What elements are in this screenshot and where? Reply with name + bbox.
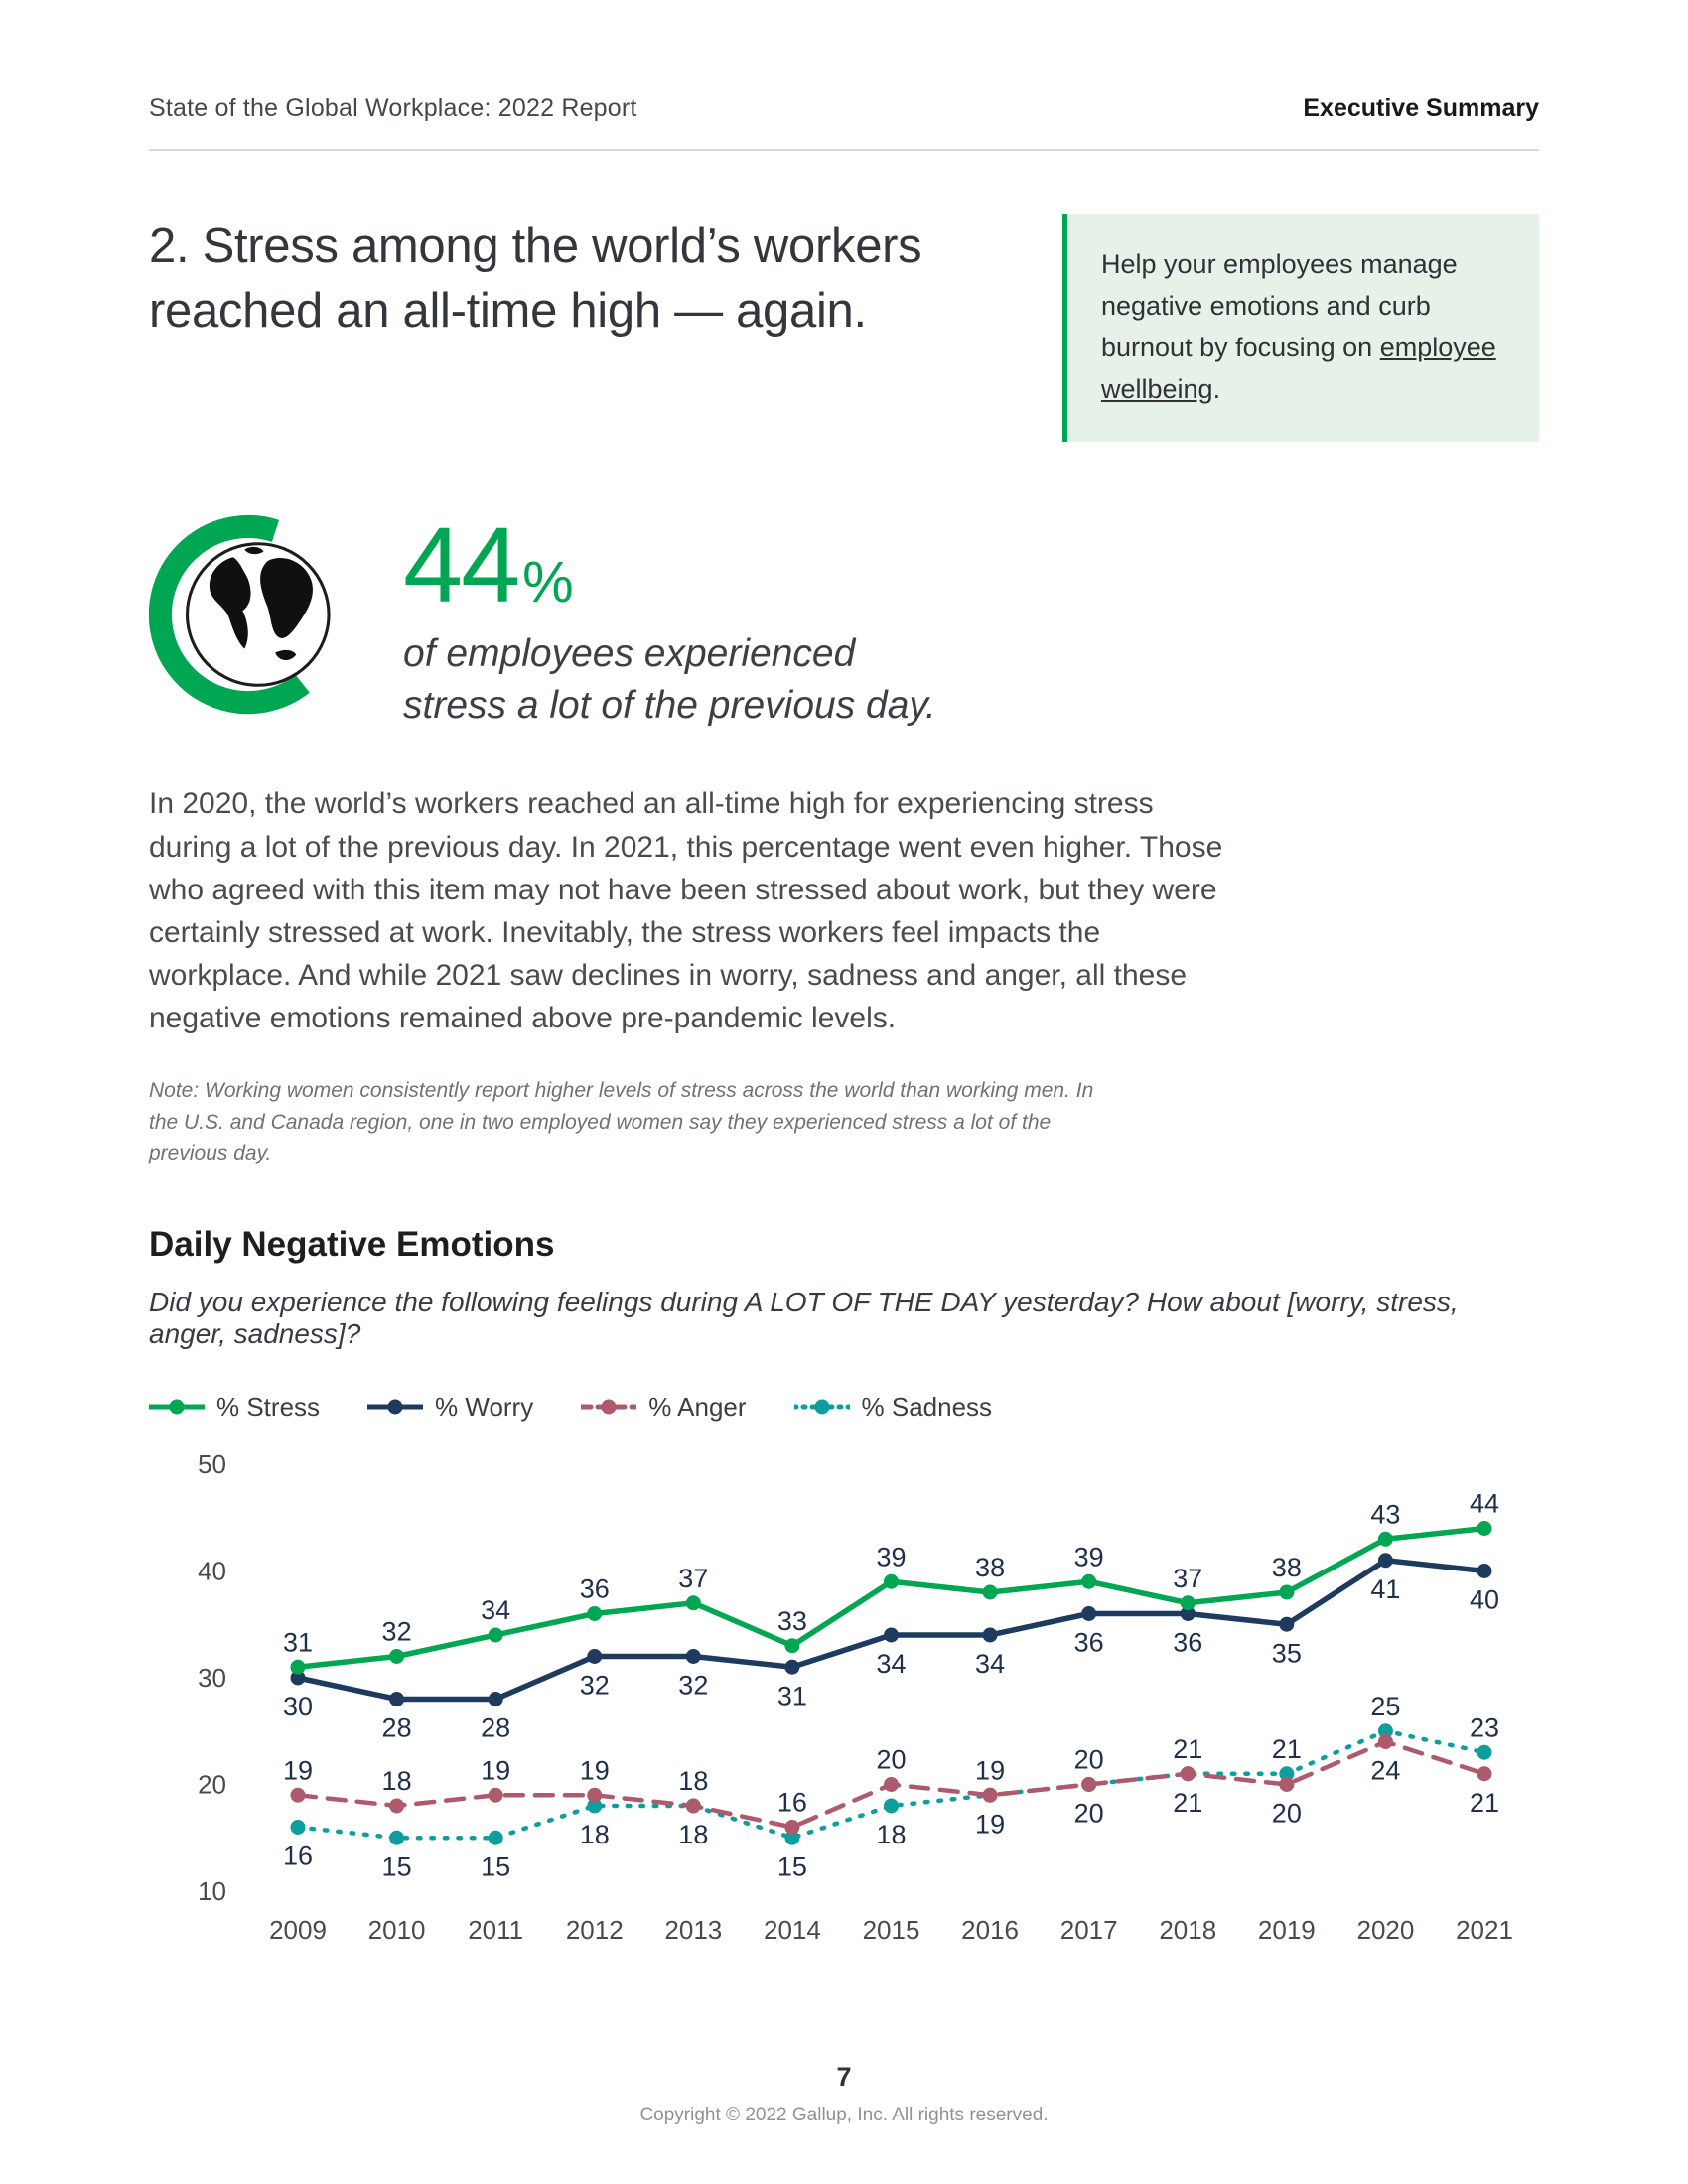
svg-text:21: 21	[1173, 1787, 1203, 1818]
stat-value: 44	[403, 504, 519, 625]
y-axis-ticks	[198, 1449, 226, 1906]
svg-text:20: 20	[1073, 1744, 1104, 1775]
svg-text:19: 19	[975, 1755, 1006, 1786]
stat-description: of employees experienced stress a lot of the previous day.	[403, 632, 936, 727]
svg-text:15: 15	[381, 1851, 412, 1882]
page-number: 7	[836, 2062, 852, 2092]
svg-text:38: 38	[975, 1552, 1006, 1582]
svg-text:20: 20	[1073, 1798, 1104, 1829]
svg-text:2016: 2016	[961, 1914, 1020, 1945]
svg-text:34: 34	[481, 1594, 511, 1625]
footnote: Note: Working women consistently report higher levels of stress across the world than working men. In the U.S. and Canada region, one in two employed women say they experienced stress a lot of the previous day.	[149, 1079, 1094, 1165]
globe-icon	[149, 511, 355, 718]
svg-text:40: 40	[198, 1556, 226, 1586]
svg-text:15: 15	[481, 1851, 511, 1882]
svg-text:31: 31	[282, 1627, 314, 1658]
anger-legend-marker-icon	[581, 1399, 636, 1415]
svg-text:21: 21	[1469, 1787, 1500, 1818]
svg-text:41: 41	[1370, 1573, 1401, 1604]
svg-text:15: 15	[776, 1851, 807, 1882]
callout-text: Help your employees manage negative emotions and curb burnout by focusing on	[1101, 249, 1458, 362]
chart-legend	[149, 1392, 1539, 1423]
section-label: Executive Summary	[1303, 94, 1539, 122]
main-heading: 2. Stress among the world’s workers reached an all-time high — again.	[149, 219, 922, 338]
svg-text:34: 34	[975, 1648, 1006, 1679]
legend-item-anger	[581, 1392, 746, 1423]
svg-text:18: 18	[678, 1819, 709, 1849]
header-divider	[149, 149, 1539, 151]
worry-legend-marker-icon	[367, 1399, 423, 1415]
svg-text:40: 40	[1469, 1584, 1500, 1615]
svg-text:32: 32	[579, 1670, 610, 1701]
svg-text:20: 20	[1271, 1798, 1302, 1829]
legend-item-sadness	[794, 1392, 993, 1423]
chart-question: Did you experience the following feelings during A LOT OF THE DAY yesterday? How about [worry, stress, anger, sadness]?	[149, 1286, 1459, 1349]
svg-text:18: 18	[678, 1765, 709, 1796]
svg-text:43: 43	[1370, 1499, 1401, 1530]
svg-text:44: 44	[1469, 1488, 1500, 1519]
svg-text:2010: 2010	[367, 1914, 426, 1945]
svg-text:37: 37	[678, 1563, 709, 1593]
svg-text:25: 25	[1370, 1691, 1401, 1721]
svg-text:30: 30	[198, 1662, 226, 1693]
svg-text:36: 36	[1073, 1627, 1104, 1658]
svg-text:21: 21	[1173, 1733, 1203, 1764]
svg-text:35: 35	[1271, 1638, 1302, 1669]
svg-text:21: 21	[1271, 1733, 1302, 1764]
svg-text:2017: 2017	[1059, 1914, 1118, 1945]
employee-wellbeing-link[interactable]: employee wellbeing	[1101, 332, 1496, 404]
legend-label-sadness: % Sadness	[861, 1391, 993, 1422]
svg-text:20: 20	[876, 1744, 907, 1775]
daily-negative-emotions-chart	[149, 1444, 1539, 1956]
callout-box	[1062, 214, 1539, 442]
page-footer	[0, 2062, 1688, 2126]
svg-text:19: 19	[282, 1755, 314, 1786]
svg-text:39: 39	[1073, 1542, 1104, 1572]
emotions-line-chart	[149, 1444, 1539, 1956]
legend-label-worry: % Worry	[435, 1391, 534, 1422]
svg-text:37: 37	[1173, 1563, 1203, 1593]
svg-text:19: 19	[975, 1809, 1006, 1840]
svg-text:23: 23	[1469, 1712, 1500, 1743]
svg-text:16: 16	[776, 1787, 807, 1818]
legend-item-worry	[367, 1392, 533, 1423]
svg-text:50: 50	[198, 1448, 226, 1479]
svg-text:38: 38	[1271, 1552, 1302, 1582]
page-header	[149, 0, 1539, 123]
svg-text:2021: 2021	[1456, 1914, 1513, 1945]
chart-title: Daily Negative Emotions	[149, 1224, 555, 1264]
svg-text:2015: 2015	[862, 1914, 920, 1945]
callout-text-end: .	[1212, 373, 1221, 404]
svg-text:28: 28	[481, 1712, 511, 1743]
svg-text:32: 32	[678, 1670, 709, 1701]
body-paragraph: In 2020, the world’s workers reached an all-time high for experiencing stress during a lot of the previous day. In 2021, this percentage went even higher. Those who agreed with this item may not have been stressed about work, but they were certainly stressed at work. Inevitably, the stress workers feel impacts the workplace. And while 2021 saw declines in worry, sadness and anger, all these negative emotions remained above pre-pandemic levels.	[149, 787, 1223, 1035]
legend-label-anger: % Anger	[648, 1391, 747, 1422]
report-title: State of the Global Workplace: 2022 Report	[149, 94, 637, 122]
svg-text:2014: 2014	[763, 1914, 821, 1945]
svg-text:28: 28	[381, 1712, 412, 1743]
svg-text:33: 33	[776, 1605, 807, 1636]
svg-text:34: 34	[876, 1648, 907, 1679]
svg-text:32: 32	[381, 1616, 412, 1647]
svg-text:36: 36	[579, 1573, 610, 1604]
svg-text:18: 18	[876, 1819, 907, 1849]
svg-text:20: 20	[198, 1769, 226, 1800]
svg-text:2013: 2013	[664, 1914, 723, 1945]
x-axis-labels	[269, 1915, 1513, 1945]
stat-block	[403, 504, 936, 731]
legend-label-stress: % Stress	[216, 1391, 321, 1422]
svg-text:16: 16	[282, 1841, 314, 1871]
svg-text:19: 19	[481, 1755, 511, 1786]
legend-item-stress	[149, 1392, 320, 1423]
svg-text:2020: 2020	[1356, 1914, 1415, 1945]
sadness-legend-marker-icon	[794, 1399, 850, 1415]
svg-text:10: 10	[198, 1875, 226, 1906]
svg-text:2009: 2009	[269, 1914, 327, 1945]
stress-legend-marker-icon	[149, 1399, 205, 1415]
stat-percent-sign: %	[522, 550, 574, 615]
data-labels	[283, 1488, 1499, 1881]
svg-text:2012: 2012	[565, 1914, 624, 1945]
svg-text:2019: 2019	[1257, 1914, 1316, 1945]
copyright-text: Copyright © 2022 Gallup, Inc. All rights reserved.	[639, 2105, 1049, 2125]
svg-text:36: 36	[1173, 1627, 1203, 1658]
svg-text:39: 39	[876, 1542, 907, 1572]
svg-text:30: 30	[282, 1691, 314, 1721]
svg-text:31: 31	[776, 1681, 807, 1711]
svg-text:2018: 2018	[1159, 1914, 1217, 1945]
svg-text:19: 19	[579, 1755, 610, 1786]
svg-text:24: 24	[1370, 1755, 1401, 1786]
svg-text:18: 18	[381, 1765, 412, 1796]
svg-text:2011: 2011	[468, 1914, 524, 1945]
svg-text:18: 18	[579, 1819, 610, 1849]
